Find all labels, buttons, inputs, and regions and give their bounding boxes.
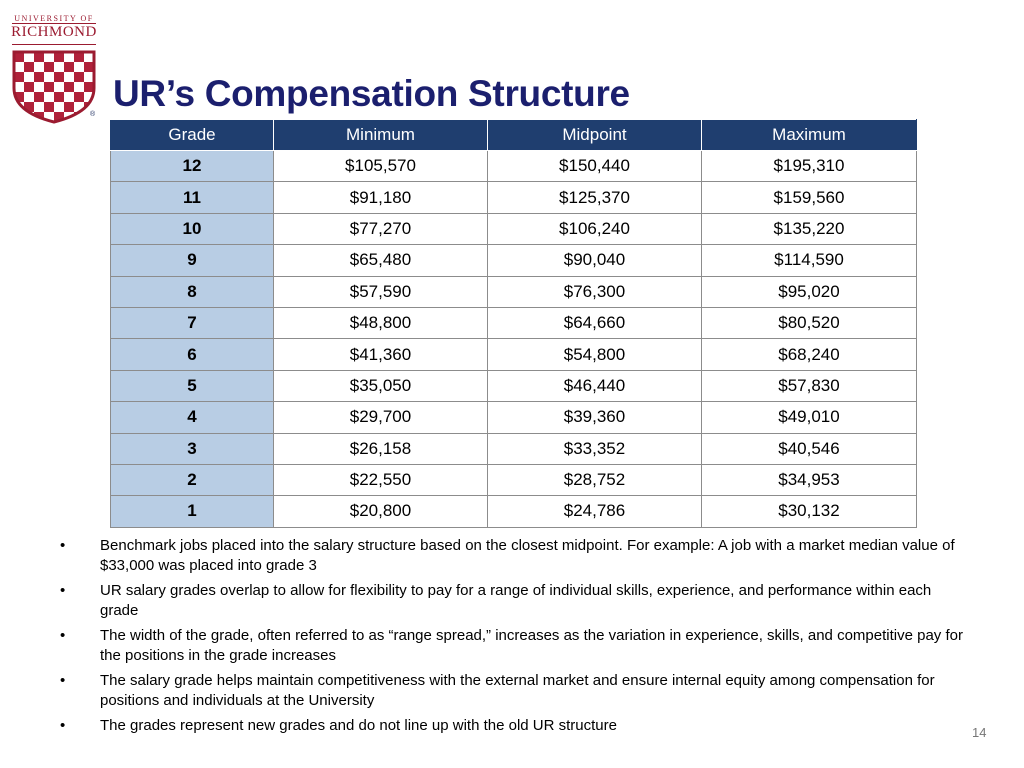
minimum-cell: $22,550: [274, 464, 488, 495]
bullet-dot: •: [60, 537, 66, 554]
bullet-item: [56, 581, 968, 620]
grade-cell: 11: [111, 182, 274, 213]
grade-cell: 7: [111, 307, 274, 338]
midpoint-cell: $64,660: [488, 307, 702, 338]
bullet-dot: •: [60, 627, 66, 644]
minimum-cell: $91,180: [274, 182, 488, 213]
maximum-cell: $49,010: [702, 402, 917, 433]
bullet-dot: •: [60, 672, 66, 689]
grade-cell: 1: [111, 496, 274, 527]
bullet-item: [56, 716, 968, 736]
header-maximum: Maximum: [702, 120, 917, 151]
minimum-cell: $20,800: [274, 496, 488, 527]
registered-mark: ®: [90, 111, 96, 118]
midpoint-cell: $90,040: [488, 245, 702, 276]
midpoint-cell: $28,752: [488, 464, 702, 495]
table-row: [111, 402, 917, 433]
minimum-cell: $57,590: [274, 276, 488, 307]
maximum-cell: $114,590: [702, 245, 917, 276]
maximum-cell: $135,220: [702, 213, 917, 244]
maximum-cell: $159,560: [702, 182, 917, 213]
bullet-text: UR salary grades overlap to allow for flexibility to pay for a range of individual skills, experience, and performance within each grade: [100, 582, 932, 619]
header-minimum: Minimum: [274, 120, 488, 151]
table-row: [111, 276, 917, 307]
grade-cell: 10: [111, 213, 274, 244]
header-midpoint: Midpoint: [488, 120, 702, 151]
bullet-item: [56, 626, 968, 665]
grade-cell: 2: [111, 464, 274, 495]
midpoint-cell: $125,370: [488, 182, 702, 213]
midpoint-cell: $39,360: [488, 402, 702, 433]
minimum-cell: $29,700: [274, 402, 488, 433]
table-row: [111, 496, 917, 527]
minimum-cell: $77,270: [274, 213, 488, 244]
bullet-text: The grades represent new grades and do not line up with the old UR structure: [100, 717, 617, 734]
university-logo: [8, 14, 100, 126]
bullet-text: The salary grade helps maintain competitiveness with the external market and ensure internal equity among compensation for positions and individuals at the University: [100, 672, 935, 709]
compensation-table: [110, 119, 917, 528]
table-row: [111, 213, 917, 244]
midpoint-cell: $150,440: [488, 151, 702, 182]
maximum-cell: $68,240: [702, 339, 917, 370]
midpoint-cell: $33,352: [488, 433, 702, 464]
midpoint-cell: $106,240: [488, 213, 702, 244]
notes-bullet-list: [56, 536, 968, 742]
bullet-text: Benchmark jobs placed into the salary structure based on the closest midpoint. For example: A job with a market median value of $33,000 was placed into grade 3: [100, 537, 955, 574]
logo-richmond-text: RICHMOND: [11, 24, 97, 40]
table-row: [111, 339, 917, 370]
table-row: [111, 433, 917, 464]
bullet-text: The width of the grade, often referred to as “range spread,” increases as the variation in experience, skills, and competitive pay for the positions in the grade increases: [100, 627, 963, 664]
maximum-cell: $30,132: [702, 496, 917, 527]
bullet-dot: •: [60, 717, 66, 734]
table-row: [111, 151, 917, 182]
grade-cell: 12: [111, 151, 274, 182]
grade-cell: 5: [111, 370, 274, 401]
table-row: [111, 182, 917, 213]
minimum-cell: $35,050: [274, 370, 488, 401]
midpoint-cell: $24,786: [488, 496, 702, 527]
table-row: [111, 464, 917, 495]
table-header-row: [111, 120, 917, 151]
logo-rule-bottom: [12, 44, 96, 45]
maximum-cell: $80,520: [702, 307, 917, 338]
maximum-cell: $95,020: [702, 276, 917, 307]
header-grade: Grade: [111, 120, 274, 151]
table-body: [111, 151, 917, 528]
bullet-item: [56, 671, 968, 710]
midpoint-cell: $54,800: [488, 339, 702, 370]
minimum-cell: $26,158: [274, 433, 488, 464]
minimum-cell: $48,800: [274, 307, 488, 338]
grade-cell: 6: [111, 339, 274, 370]
minimum-cell: $41,360: [274, 339, 488, 370]
grade-cell: 4: [111, 402, 274, 433]
grade-cell: 3: [111, 433, 274, 464]
minimum-cell: $105,570: [274, 151, 488, 182]
maximum-cell: $195,310: [702, 151, 917, 182]
grade-cell: 9: [111, 245, 274, 276]
page-number: 14: [972, 725, 987, 740]
grade-cell: 8: [111, 276, 274, 307]
table-row: [111, 245, 917, 276]
maximum-cell: $40,546: [702, 433, 917, 464]
minimum-cell: $65,480: [274, 245, 488, 276]
logo-university-text: UNIVERSITY OF: [14, 14, 94, 23]
bullet-dot: •: [60, 582, 66, 599]
midpoint-cell: $46,440: [488, 370, 702, 401]
bullet-item: [56, 536, 968, 575]
maximum-cell: $34,953: [702, 464, 917, 495]
midpoint-cell: $76,300: [488, 276, 702, 307]
maximum-cell: $57,830: [702, 370, 917, 401]
shield-icon: [12, 50, 96, 124]
page-title: UR’s Compensation Structure: [113, 73, 630, 114]
table-row: [111, 307, 917, 338]
table-row: [111, 370, 917, 401]
